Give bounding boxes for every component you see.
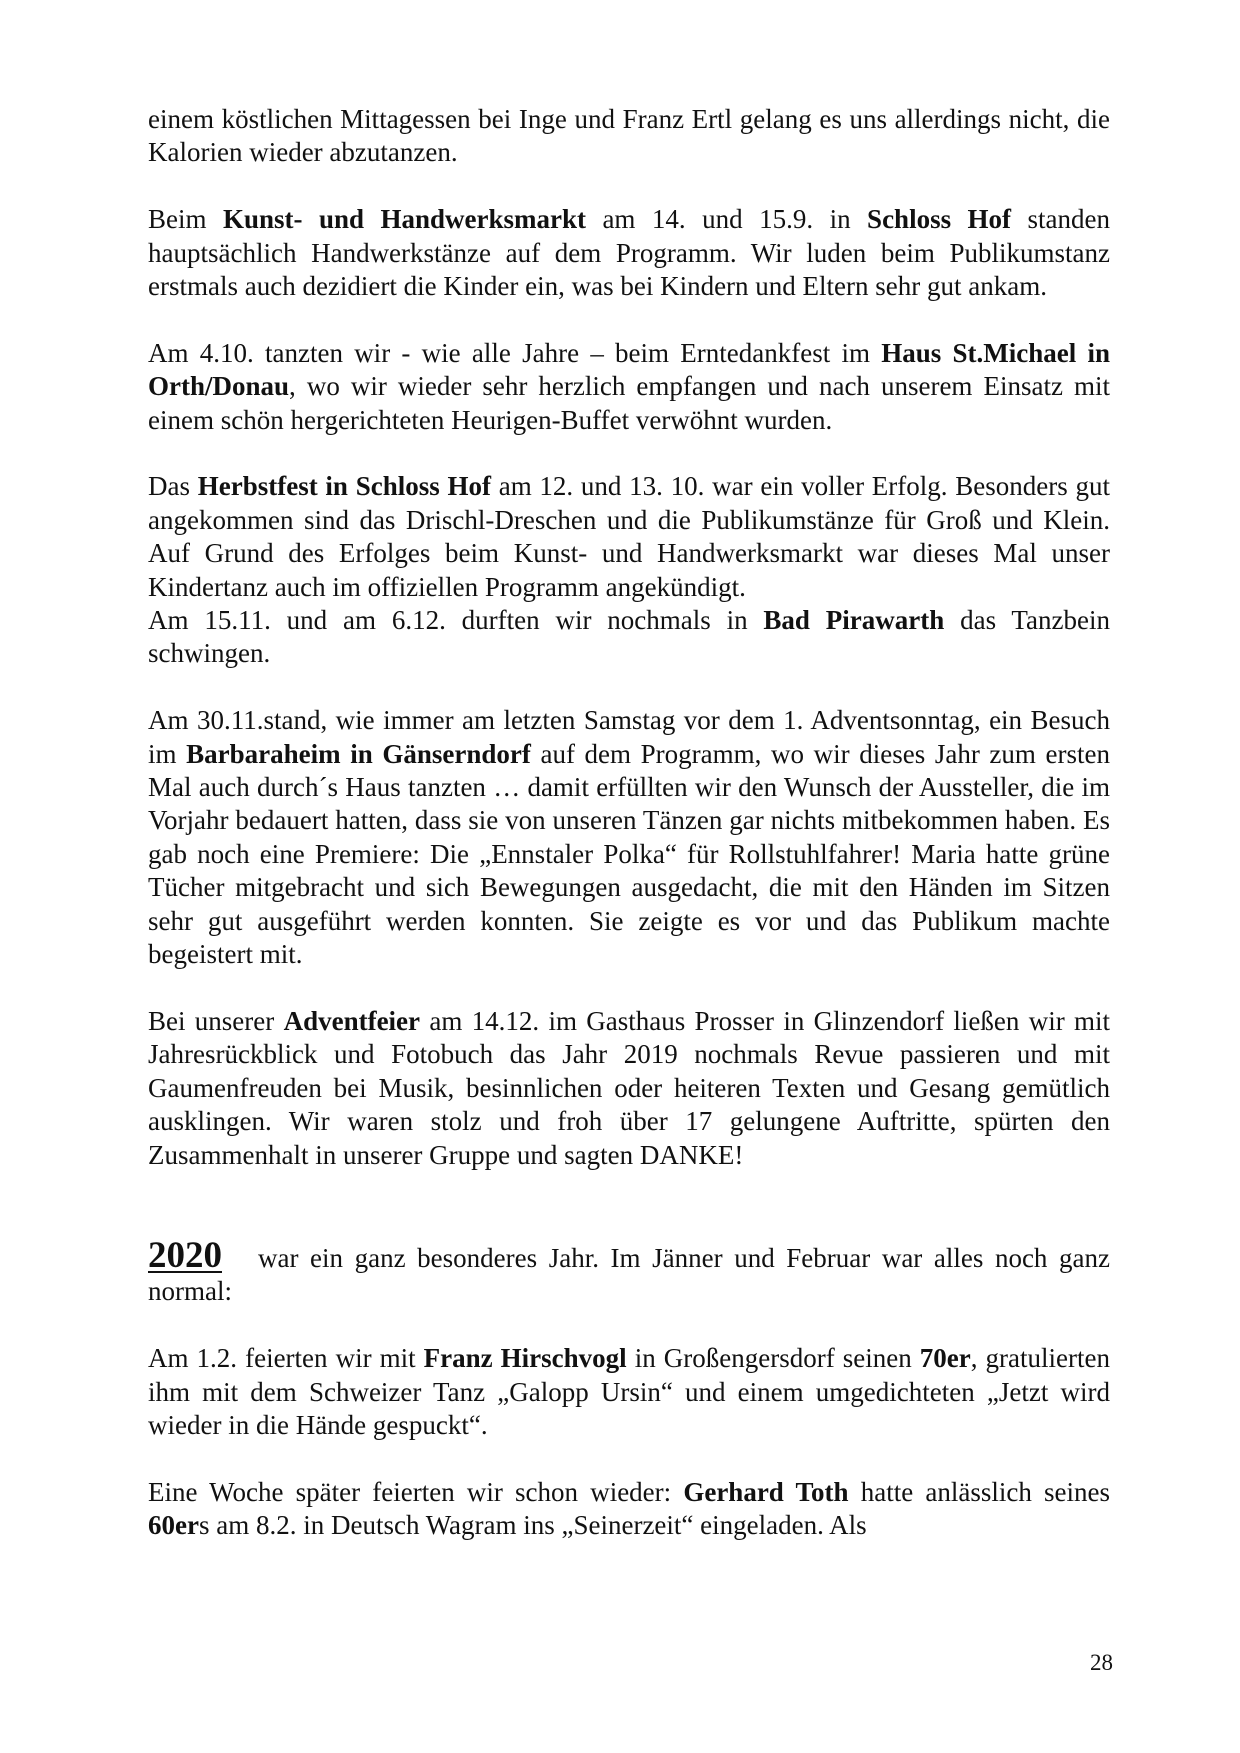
text: am 12. und 13. 10. war ein voller Erfolg. Besonders gut angekommen sind das Drischl-Dreschen und die Publikumstänze für Groß und Klein. Auf Grund des Erfolges beim Kunst- und Handwerksmarkt war dieses Mal unser Kindertanz auch im offiziellen Programm angekündigt. bbox=[148, 471, 1110, 602]
year-heading: 2020 bbox=[148, 1234, 222, 1276]
bold-text: Haus St.Michael in Orth/Donau bbox=[148, 337, 1110, 402]
text: einem köstlichen Mittagessen bei Inge und Franz Ertl gelang es uns allerdings nicht, die Kalorien wieder abzutanzen. bbox=[148, 104, 1110, 168]
bold-text: Franz Hirschvogl bbox=[423, 1343, 627, 1374]
bold-text: Schloss Hof bbox=[867, 204, 1012, 235]
text: Bei unserer bbox=[148, 1005, 284, 1036]
document-body bbox=[148, 103, 1110, 1543]
paragraph-toth bbox=[148, 1476, 1110, 1543]
paragraph-barbaraheim bbox=[148, 704, 1110, 971]
page-number: 28 bbox=[1090, 1650, 1113, 1675]
text: Am 1.2. feierten wir mit bbox=[148, 1343, 424, 1374]
text: Am 15.11. und am 6.12. durften wir nochmals in bbox=[148, 605, 764, 636]
paragraph-erntedankfest bbox=[148, 337, 1110, 437]
bold-text: Barbaraheim in Gänserndorf bbox=[186, 738, 531, 769]
paragraph-handwerksmarkt bbox=[148, 203, 1110, 303]
text: Das bbox=[148, 471, 198, 502]
year-heading-paragraph bbox=[148, 1234, 1110, 1309]
text: in Großengersdorf seinen bbox=[626, 1343, 920, 1374]
bold-text: 60er bbox=[148, 1510, 199, 1541]
text: das Tanzbein schwingen. bbox=[148, 605, 1110, 669]
text: am 14.12. im Gasthaus Prosser in Glinzendorf ließen wir mit Jahresrückblick und Fotobuch das Jahr 2019 nochmals Revue passieren und mit Gaumenfreuden bei Musik, besinnlichen oder heiteren Texten und Gesang gemütlich ausklingen. Wir waren stolz und froh über 17 gelungene Auftritte, spürten den Zusammenhalt in unserer Gruppe und sagten DANKE! bbox=[148, 1005, 1111, 1170]
bold-text: Herbstfest in Schloss Hof bbox=[197, 471, 491, 502]
paragraph-lunch bbox=[148, 103, 1110, 170]
paragraph-pirawarth bbox=[148, 604, 1110, 671]
text: auf dem Programm, wo wir dieses Jahr zum ersten Mal auch durch´s Haus tanzten … damit erfüllten wir den Wunsch der Aussteller, die im Vorjahr bedauert hatten, dass sie von unseren Tänzen gar nichts mitbekommen haben. Es gab noch eine Premiere: Die „Ennstaler Polka“ für Rollstuhlfahrer! Maria hatte grüne Tücher mitgebracht und sich Bewegungen ausgedacht, die mit den Händen im Sitzen sehr gut ausgeführt werden konnten. Sie zeigte es vor und das Publikum machte begeistert mit. bbox=[148, 738, 1110, 970]
text: Am 4.10. tanzten wir - wie alle Jahre – beim Erntedankfest im bbox=[148, 337, 882, 368]
text: , gratulierten ihm mit dem Schweizer Tanz „Galopp Ursin“ und einem umgedichteten „Jetzt wird wieder in die Hände gespuckt“. bbox=[148, 1343, 1110, 1440]
text: Am 30.11.stand, wie immer am letzten Samstag vor dem 1. Adventsonntag, ein Besuch im bbox=[148, 705, 1110, 769]
text: standen hauptsächlich Handwerkstänze auf dem Programm. Wir luden beim Publikumstanz erstmals auch dezidiert die Kinder ein, was bei Kindern und Eltern sehr gut ankam. bbox=[148, 204, 1110, 302]
paragraph-hirschvogl bbox=[148, 1342, 1110, 1442]
text: am 14. und 15.9. in bbox=[585, 204, 868, 235]
text: hatte anlässlich seines bbox=[848, 1476, 1110, 1507]
text: Eine Woche später feierten wir schon wieder: bbox=[148, 1476, 684, 1507]
bold-text: Kunst- und Handwerksmarkt bbox=[222, 204, 586, 235]
text: Beim bbox=[148, 204, 223, 235]
bold-text: Gerhard Toth bbox=[683, 1476, 849, 1507]
paragraph-herbstfest bbox=[148, 470, 1110, 604]
bold-text: Bad Pirawarth bbox=[763, 605, 945, 636]
paragraph-adventfeier bbox=[148, 1005, 1110, 1172]
bold-text: 70er bbox=[919, 1343, 971, 1374]
text: , wo wir wieder sehr herzlich empfangen und nach unserem Einsatz mit einem schön hergerichteten Heurigen-Buffet verwöhnt wurden. bbox=[148, 371, 1110, 435]
bold-text: Adventfeier bbox=[283, 1005, 421, 1036]
text: s am 8.2. in Deutsch Wagram ins „Seinerzeit“ eingeladen. Als bbox=[198, 1510, 867, 1541]
text: war ein ganz besonderes Jahr. Im Jänner und Februar war alles noch ganz normal: bbox=[148, 1242, 1110, 1307]
